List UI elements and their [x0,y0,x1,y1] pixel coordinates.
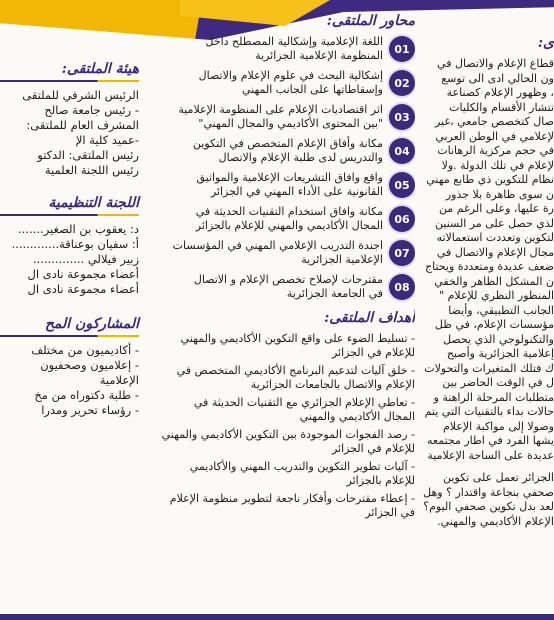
intro-line: الجزائر تعمل على تكوين [443,471,554,484]
intro-line: مؤسسات الإعلام، في ظل [434,318,554,331]
goal-line: للإعلام في الجزائر [331,346,415,359]
intro-line: إعلامية الجزائرية وأصبح [446,347,554,360]
intro-line: صحفي بنجاعة واقتدار ؟ وهل [423,485,554,499]
axis-text [155,239,383,267]
org-member: أ: سفيان بوعناقة............. [11,237,139,251]
goal-line: للإعلام بالجزائر [346,474,415,487]
axis-number-badge: 03 [389,104,415,130]
axis-number-badge: 07 [389,240,415,266]
goal-line: - خلق آليات لتدعيم البرنامج الأكاديمي المتخصص في [176,364,415,377]
goal-line: - إعطاء مقترحات وأفكار ناجعة لتطوير منظومة الإعلام [169,492,415,505]
intro-title: ى: [537,35,554,51]
intro-line: ل في الوقت الحاضر بين [442,376,554,389]
goal-item [155,492,415,520]
committee-title: هيئة الملتقى: [0,62,139,82]
org-member: زبير فيلالي .............. [33,252,139,266]
axis-line: الإعلامية الجزائرية [301,253,383,266]
axis-item [155,273,415,301]
goal-line: المجال الأكاديمي والمهني [299,410,415,423]
org-member: أعضاء مجموعة نادى ال [27,282,139,296]
intro-line: نتشار الأقسام والكليات [449,100,554,114]
axis-line: اثر اقتصاديات الإعلام على المنظومة الإعلامية [178,103,383,116]
goal-item [155,428,415,456]
intro-line: الإعلام الأكاديمي والمهني. [437,514,554,528]
axis-number-badge: 05 [389,172,415,198]
goal-item [155,460,415,488]
goal-item [155,364,415,392]
intro-line: المنظور النظري للإعلام " [439,289,554,302]
axis-item [155,69,415,97]
goal-line: للإعلام في الجزائر [331,442,415,455]
intro-line: يشها الفرد في اطار مجتمعه [427,434,554,447]
axis-number-badge: 01 [389,36,415,62]
footer-strip [0,614,554,620]
intro-line: حالات بداء بالتقنيات التي يتم [424,405,554,418]
axis-item [155,171,415,199]
intro-line: لعد بدل تكوين صحفي اليوم؟ [423,500,554,513]
axis-text [155,69,383,97]
committee-line: رئيس الملتقى: الدكتو [37,148,139,162]
intro-line: عديدة على الساحة الإعلامية [427,448,554,462]
axes-title: محاور الملتقى: [326,13,415,29]
org-section [0,196,145,297]
middle-column [155,0,415,620]
intro-line: ن المشكل الظاهر والخفي [434,274,554,288]
axis-item [155,205,415,233]
intro-line: ون الحالي ادى الى توسع [441,71,554,85]
right-column [420,0,554,620]
axis-text [155,171,383,199]
goal-line: - تسليط الضوء على واقع التكوين الأكاديمي والمهني [180,332,415,345]
axis-text [155,273,383,301]
axis-line: "بين المحتوى الأكاديمي والمجال المهني" [198,117,383,130]
goal-line: - آليات تطوير التكوين والتدريب المهني والأكاديمي [189,460,415,473]
committee-section [0,62,145,178]
intro-line: ك فتلك المتغيرات والتحولات [424,361,554,375]
axis-line: المجال الأكاديمي والمهني للإعلام بالجزائر [195,219,383,232]
intro-line: والتكنولوجي الذي يحصل [443,332,554,346]
participant-line: الإعلامية [99,373,139,387]
axis-number-badge: 02 [389,70,415,96]
committee-list [0,88,139,178]
participants-section [0,317,145,418]
axis-item [155,35,415,63]
axis-number-badge: 04 [389,138,415,164]
committee-line: المشرف العام للملتقى: [26,118,139,132]
intro-line: لإعلام في تلك الدولة .ولا [441,158,554,172]
axis-number-badge: 06 [389,206,415,232]
goal-line: في الجزائر [365,506,415,519]
goals-title: أهداف الملتقى: [324,310,415,326]
axis-line: المنظومة الإعلامية الجزائرية [255,49,383,62]
committee-line: الرئيس الشرفي للملتقى [22,88,139,102]
intro-line: رة عليها، وعلى الرغم من [438,202,554,215]
intro-line: في حجم مركزية الرهانات [437,144,554,157]
intro-line: مجال الإعلام والاتصال في [436,245,554,259]
participants-title: المشاركون المح [0,317,139,337]
intro-line: الجانب التطبيقي، وأيضا [448,303,554,317]
intro-line: وصولا إلى مواكبة الإعلام [442,419,554,433]
intro-line [420,463,554,471]
intro-line: ن سوى ظاهرة بلا جذور [445,187,554,201]
axes-section [155,14,415,301]
axis-item [155,137,415,165]
axis-line: واقع وافاق التشريعات الإعلامية والمواثيق [196,171,383,184]
axis-line: مقترحات لإصلاح تخصص الإعلام و الاتصال [193,273,383,286]
axis-item [155,103,415,131]
participants-list [0,343,139,418]
committee-line: -عميد كلية الإ [75,133,139,147]
axis-text [155,35,383,63]
axis-item [155,239,415,267]
org-member: أعضاء مجموعة نادى ال [27,267,139,281]
participant-line: - رؤساء تحرير ومدرا [41,403,139,417]
axis-line: اجندة التدريب الإعلامي المهني في المؤسسات [172,239,383,252]
intro-line: لإعلامي في الوطن العربي [435,129,554,143]
goal-item [155,332,415,360]
axis-line: والتدريس لدى طلبة الإعلام والاتصال [218,151,383,164]
intro-line: لذي حصل على مر السنين [435,216,554,230]
axis-line: إشكالية البحث في علوم الإعلام والاتصال [198,69,383,82]
org-title: اللجنة التنظيمية [0,196,139,216]
title-underline [0,214,139,216]
axis-line: اللغة الإعلامية وإشكالية المصطلح داخل [205,35,383,48]
axis-line: مكانة وأفاق الإعلام المتخصص في التكوين [192,137,383,150]
goals-list [155,332,415,520]
axis-text [155,205,383,233]
committee-line: - رئيس جامعة صالح [44,103,139,117]
axis-line: في الجامعة الجزائرية [286,287,383,300]
intro-line: لتكوين وتعددت استعمالاته [436,231,554,244]
org-list [0,222,139,297]
intro-paragraph [420,57,554,529]
left-column [0,0,145,620]
axis-line: مكانة وافاق استخدام التقنيات الحديثة في [195,205,383,218]
intro-line: صال كتخصص جامعي ،غير [434,115,554,128]
committee-line: رئيس اللجنة العلمية [44,163,139,177]
axis-line: وإسقاطاتها على الجانب المهني [241,83,383,96]
intro-line: نظام للتكوين ذي طابع مهني [426,173,554,186]
axes-list [155,35,415,301]
org-member: د: يعقوب بن الصغير....... [18,222,139,236]
intro-line: ضعف عديدة ومتعددة ويحتاج [425,260,554,273]
goals-section [155,311,415,520]
axis-text [155,103,383,131]
goal-item [155,396,415,424]
axis-text [155,137,383,165]
axis-number-badge: 08 [389,274,415,300]
goal-line: - تعاطي الإعلام الجزائري مع التقنيات الحديثة في [193,396,415,409]
intro-line: ، وظهور الإعلام كصناعة [446,86,554,99]
intro-section [420,36,554,529]
intro-line: متطلبات المرحلة الراهنة و [433,390,554,404]
title-underline [0,335,139,337]
intro-line: قطاع الإعلام والاتصال في [437,57,554,70]
participant-line: - إعلاميون وصحفيون [40,358,139,372]
goal-line: - رصد الفجوات الموجودة بين التكوين الأكاديمي والمهني [161,428,415,441]
participant-line: - طلبة دكتوراه من مخ [34,388,139,402]
title-underline [0,80,139,82]
goal-line: الإعلام والاتصال بالجامعات الجزائرية [250,378,415,391]
axis-line: القانونية على الأداء المهني في الجزائر [210,185,383,198]
participant-line: - أكاديميون من مختلف [31,343,139,357]
